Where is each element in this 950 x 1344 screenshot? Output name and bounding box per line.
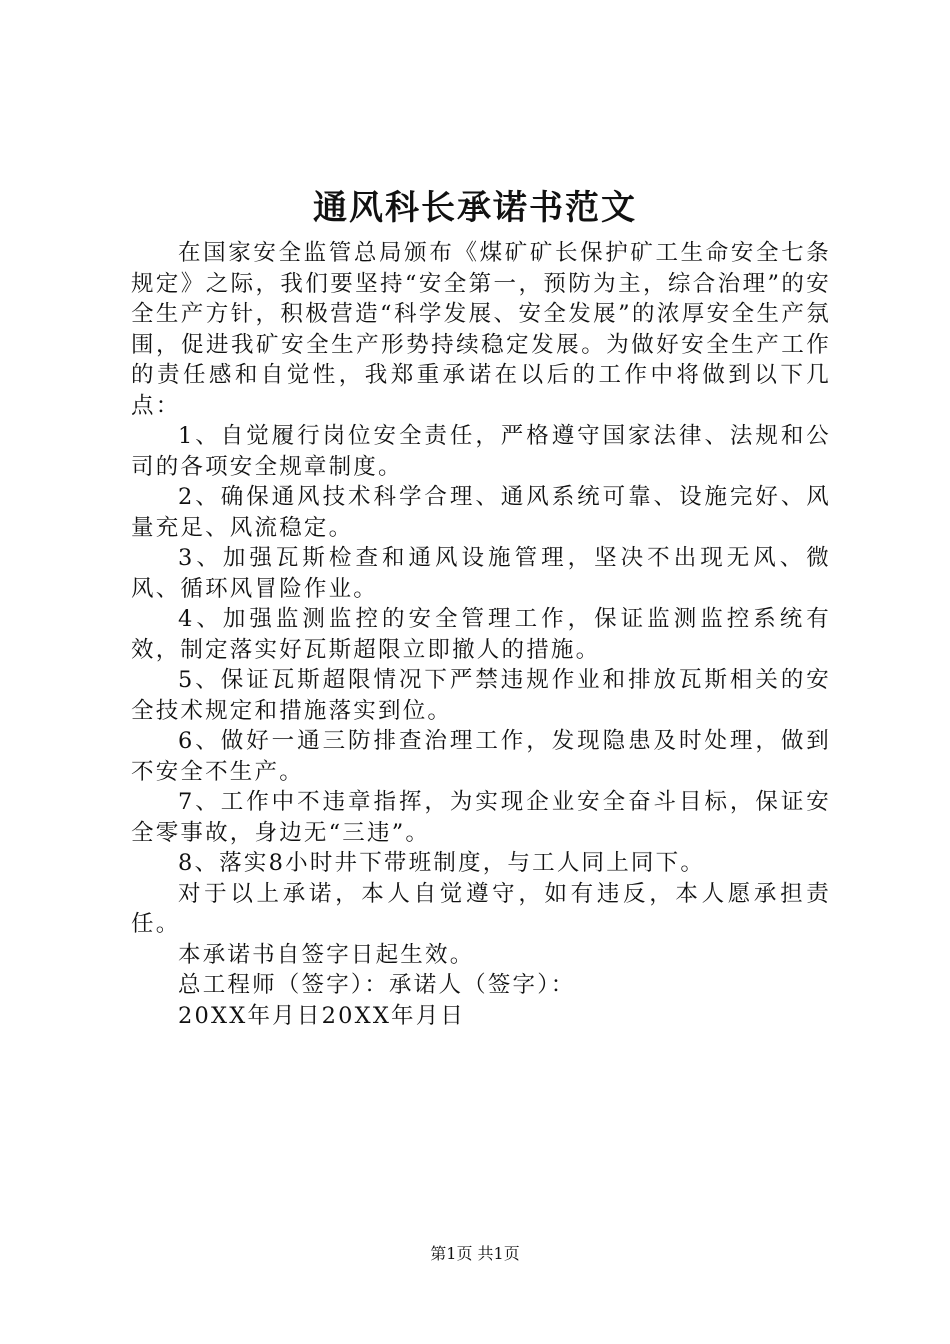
intro-paragraph: 在国家安全监管总局颁布《煤矿矿长保护矿工生命安全七条规定》之际，我们要坚持“安全第一，预防为主，综合治理”的安全生产方针，积极营造“科学发展、安全发展”的浓厚安全生产氛围，促进我矿安全生产形势持续稳定发展。为做好安全生产工作的责任感和自觉性，我郑重承诺在以后的工作中将做到以下几点： [131,240,831,419]
commitment-item-6: 6、做好一通三防排查治理工作，发现隐患及时处理，做到不安全不生产。 [131,728,831,785]
effective-statement: 本承诺书自签字日起生效。 [178,941,475,968]
page-number-footer: 第1页 共1页 [430,1244,520,1263]
commitment-item-7: 7、工作中不违章指挥，为实现企业安全奋斗目标，保证安全零事故，身边无“三违”。 [131,789,831,846]
commitment-item-1: 1、自觉履行岗位安全责任，严格遵守国家法律、法规和公司的各项安全规章制度。 [131,423,831,480]
document-title: 通风科长承诺书范文 [313,188,637,228]
commitment-item-4: 4、加强监测监控的安全管理工作，保证监测监控系统有效，制定落实好瓦斯超限立即撤人的措施。 [131,606,831,663]
commitment-item-3: 3、加强瓦斯检查和通风设施管理，坚决不出现无风、微风、循环风冒险作业。 [131,545,831,602]
pledge-paragraph: 对于以上承诺，本人自觉遵守，如有违反，本人愿承担责任。 [131,880,831,937]
commitment-item-5: 5、保证瓦斯超限情况下严禁违规作业和排放瓦斯相关的安全技术规定和措施落实到位。 [131,667,831,724]
commitment-item-8: 8、落实8小时井下带班制度，与工人同上同下。 [178,850,706,876]
document-body [131,238,831,1031]
signature-line: 总工程师（签字）：承诺人（签字）： [178,972,576,998]
commitment-item-2: 2、确保通风技术科学合理、通风系统可靠、设施完好、风量充足、风流稳定。 [131,484,831,541]
date-line: 20XX年月日20XX年月日 [178,1002,466,1029]
